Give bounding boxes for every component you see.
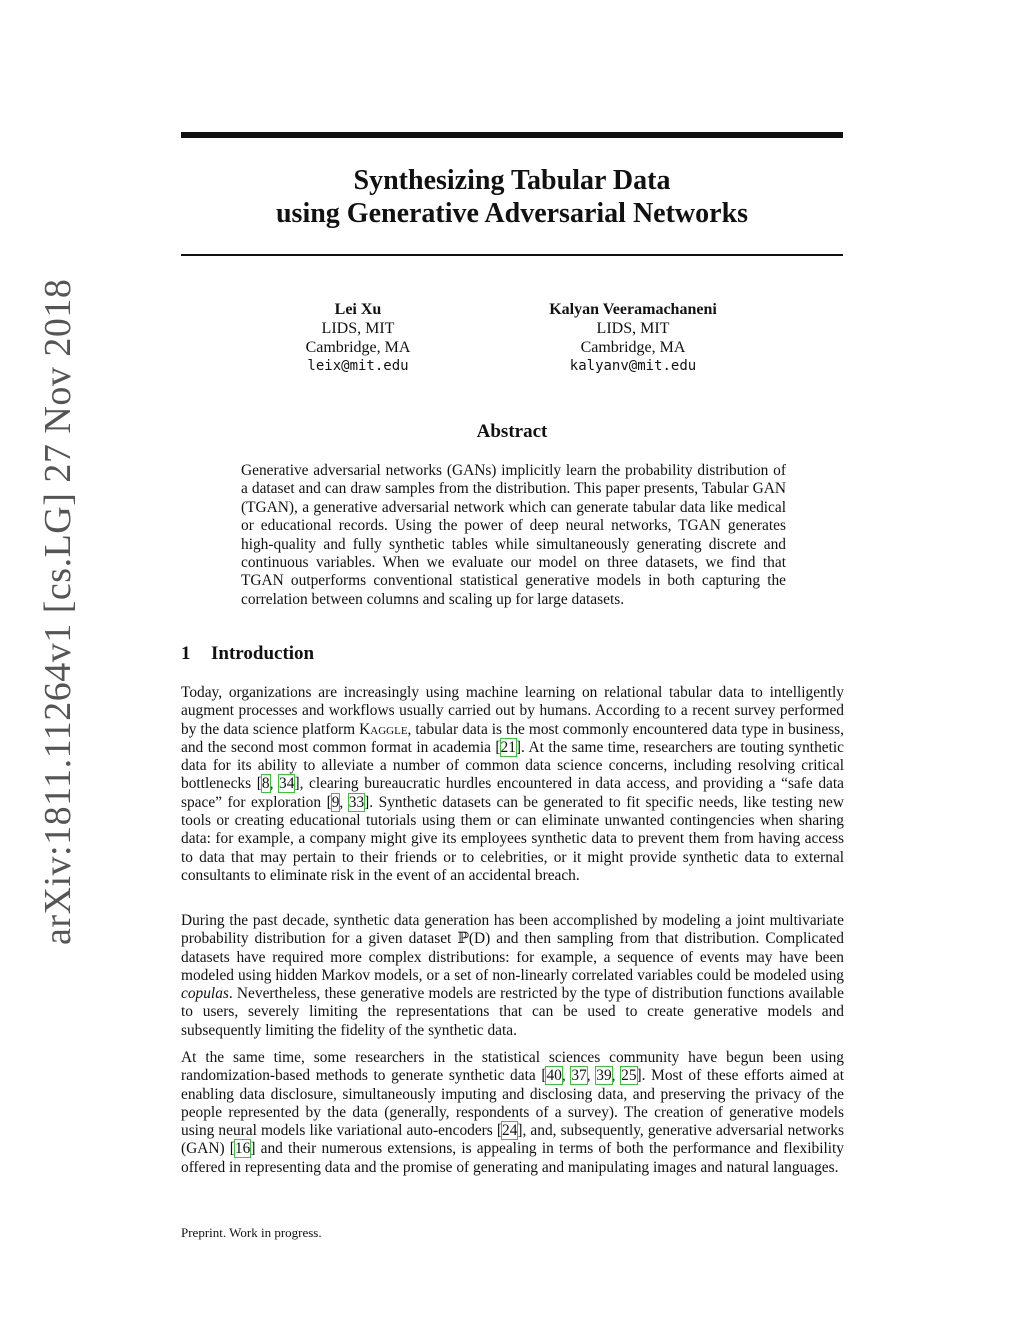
- citation-link[interactable]: 8: [261, 775, 270, 793]
- author-block-1: [258, 300, 458, 376]
- citation-link[interactable]: 40: [546, 1067, 562, 1085]
- title-line-1: Synthesizing Tabular Data: [353, 165, 671, 196]
- text-run: ]. Synthetic datasets can be generated to fit specific needs, like testing new tools or creating educational tutorials using them or can eliminate unwanted contingencies when sharing data: for example, a company might give its employees synthetic data to prevent them from having access to data that may pertain to their friends or to celebrities, or it might provide synthetic data to external consultants to eliminate risk in the event of an accidental breach.: [181, 793, 844, 884]
- citation-link[interactable]: 34: [279, 775, 295, 793]
- author-location: Cambridge, MA: [305, 339, 411, 356]
- text-run: ] and their numerous extensions, is appealing in terms of both the performance and flexibility offered in representing data and the promise of generating and manipulating images and natural languages.: [181, 1140, 844, 1176]
- text-run: During the past decade, synthetic data generation has been accomplished by modeling a joint multivariate probability distribution for a given dataset ℙ(D) and then sampling from that distribution. Complicated datasets have required more complex distributions: for example, a sequence of events may have been modeled using hidden Markov models, or a set of non-linearly correlated variables could be modeled using: [181, 912, 844, 984]
- section-title: Introduction: [211, 643, 315, 664]
- abstract-heading: Abstract: [476, 421, 548, 442]
- intro-paragraph-1: Today, organizations are increasingly using machine learning on relational tabular data to intelligently augment processes and workflows usually carried out by humans. According to a recent survey performed by the data science platform Kaggle, tabular data is the most commonly encountered data type in business, and the second most common format in academia [21]. At the same time, researchers are touting synthetic data for its ability to alleviate a number of common data science concerns, including resolving critical bottlenecks [8, 34], clearing bureaucratic hurdles encountered in data access, and providing a “safe data space” for exploration [9, 33]. Synthetic datasets can be generated to fit specific needs, like testing new tools or creating educational tutorials using them or can eliminate unwanted contingencies when sharing data: for example, a company might give its employees synthetic data to prevent them from having access to data that may pertain to their friends or to celebrities, or it might provide synthetic data to external consultants to eliminate risk in the event of an accidental breach.: [181, 684, 844, 884]
- section-heading-introduction: [181, 643, 314, 665]
- text-run: ]. At the same time, researchers are touting synthetic data for its ability to alleviate a number of common data science concerns, including resolving critical bottlenecks [: [181, 738, 844, 793]
- text-run: . Nevertheless, these generative models are restricted by the type of distribution functions available to users, severely limiting the representations that can be used to create generative models and subsequently limiting the fidelity of the synthetic data.: [181, 985, 844, 1039]
- title-top-rule: [181, 132, 843, 138]
- text-run: ]. Most of these efforts aimed at enabling data disclosure, simultaneously imputing and disclosing data, and preserving the privacy of the people represented by the data (generally, respondents of a survey). The creation of generative models using neural models like variational auto-encoders [: [181, 1067, 845, 1140]
- citation-link[interactable]: 24: [502, 1122, 518, 1140]
- title-line-2: using Generative Adversarial Networks: [275, 198, 749, 229]
- arxiv-identifier: arXiv:1811.11264v1 [cs.LG] 27 Nov 2018: [37, 278, 79, 945]
- section-number: 1: [181, 643, 191, 664]
- author-email: leix@mit.edu: [307, 358, 409, 374]
- citation-link[interactable]: 39: [596, 1067, 612, 1085]
- text-run: Today, organizations are increasingly using machine learning on relational tabular data to intelligently augment processes and workflows usually carried out by humans. According to a recent survey performed by the data science platform: [181, 684, 844, 738]
- author-affiliation: LIDS, MIT: [321, 320, 395, 337]
- author-email: kalyanv@mit.edu: [569, 358, 697, 374]
- abstract-text: Generative adversarial networks (GANs) implicitly learn the probability distribution of a dataset and can draw samples from the distribution. This paper presents, Tabular GAN (TGAN), a generative adversarial network which can generate tabular data like medical or educational records. Using the power of deep neural networks, TGAN generates high-quality and fully synthetic tables while simultaneously generating discrete and continuous variables. When we evaluate our model on three datasets, we find that TGAN outperforms conventional statistical generative models in both capturing the correlation between columns and scaling up for large datasets.: [241, 462, 786, 608]
- citation-link[interactable]: 21: [500, 738, 516, 756]
- intro-paragraph-3: At the same time, some researchers in the statistical sciences community have begun been using randomization-based methods to generate synthetic data [40, 37, 39, 25]. Most of these efforts aimed at enabling data disclosure, simultaneously imputing and disclosing data, and preserving the privacy of the people represented by the data (generally, respondents of a survey). The creation of generative models using neural models like variational auto-encoders [24], and, subsequently, generative adversarial networks (GAN) [16] and their numerous extensions, is appealing in terms of both the performance and flexibility offered in representing data and the promise of generating and manipulating images and natural languages.: [181, 1049, 845, 1176]
- citation-link[interactable]: 16: [234, 1140, 251, 1158]
- citation-link[interactable]: 9: [331, 793, 340, 811]
- citation-link[interactable]: 25: [621, 1067, 637, 1085]
- text-run: At the same time, some researchers in the statistical sciences community have begun been using randomization-based methods to generate synthetic data [: [181, 1049, 844, 1085]
- text-run: ], and, subsequently, generative adversarial networks (GAN) [: [181, 1122, 844, 1158]
- text-run: , tabular data is the most commonly encountered data type in business, and the second most common format in academia [: [181, 720, 844, 756]
- author-block-2: [533, 300, 733, 376]
- author-location: Cambridge, MA: [580, 339, 686, 356]
- text-run: ], clearing bureaucratic hurdles encountered in data access, and providing a “safe data space” for exploration [: [181, 775, 844, 811]
- author-name: Lei Xu: [334, 301, 382, 318]
- emphasis-copulas: copulas: [181, 985, 229, 1003]
- citation-link[interactable]: 37: [571, 1067, 587, 1085]
- intro-paragraph-2: [181, 912, 844, 1040]
- preprint-footnote: Preprint. Work in progress.: [181, 1225, 322, 1240]
- kaggle-name: Kaggle: [359, 720, 408, 738]
- author-name: Kalyan Veeramachaneni: [549, 301, 717, 318]
- paper-title: [181, 164, 843, 230]
- title-bottom-rule: [181, 254, 843, 256]
- citation-link[interactable]: 33: [348, 793, 365, 811]
- author-affiliation: LIDS, MIT: [596, 320, 670, 337]
